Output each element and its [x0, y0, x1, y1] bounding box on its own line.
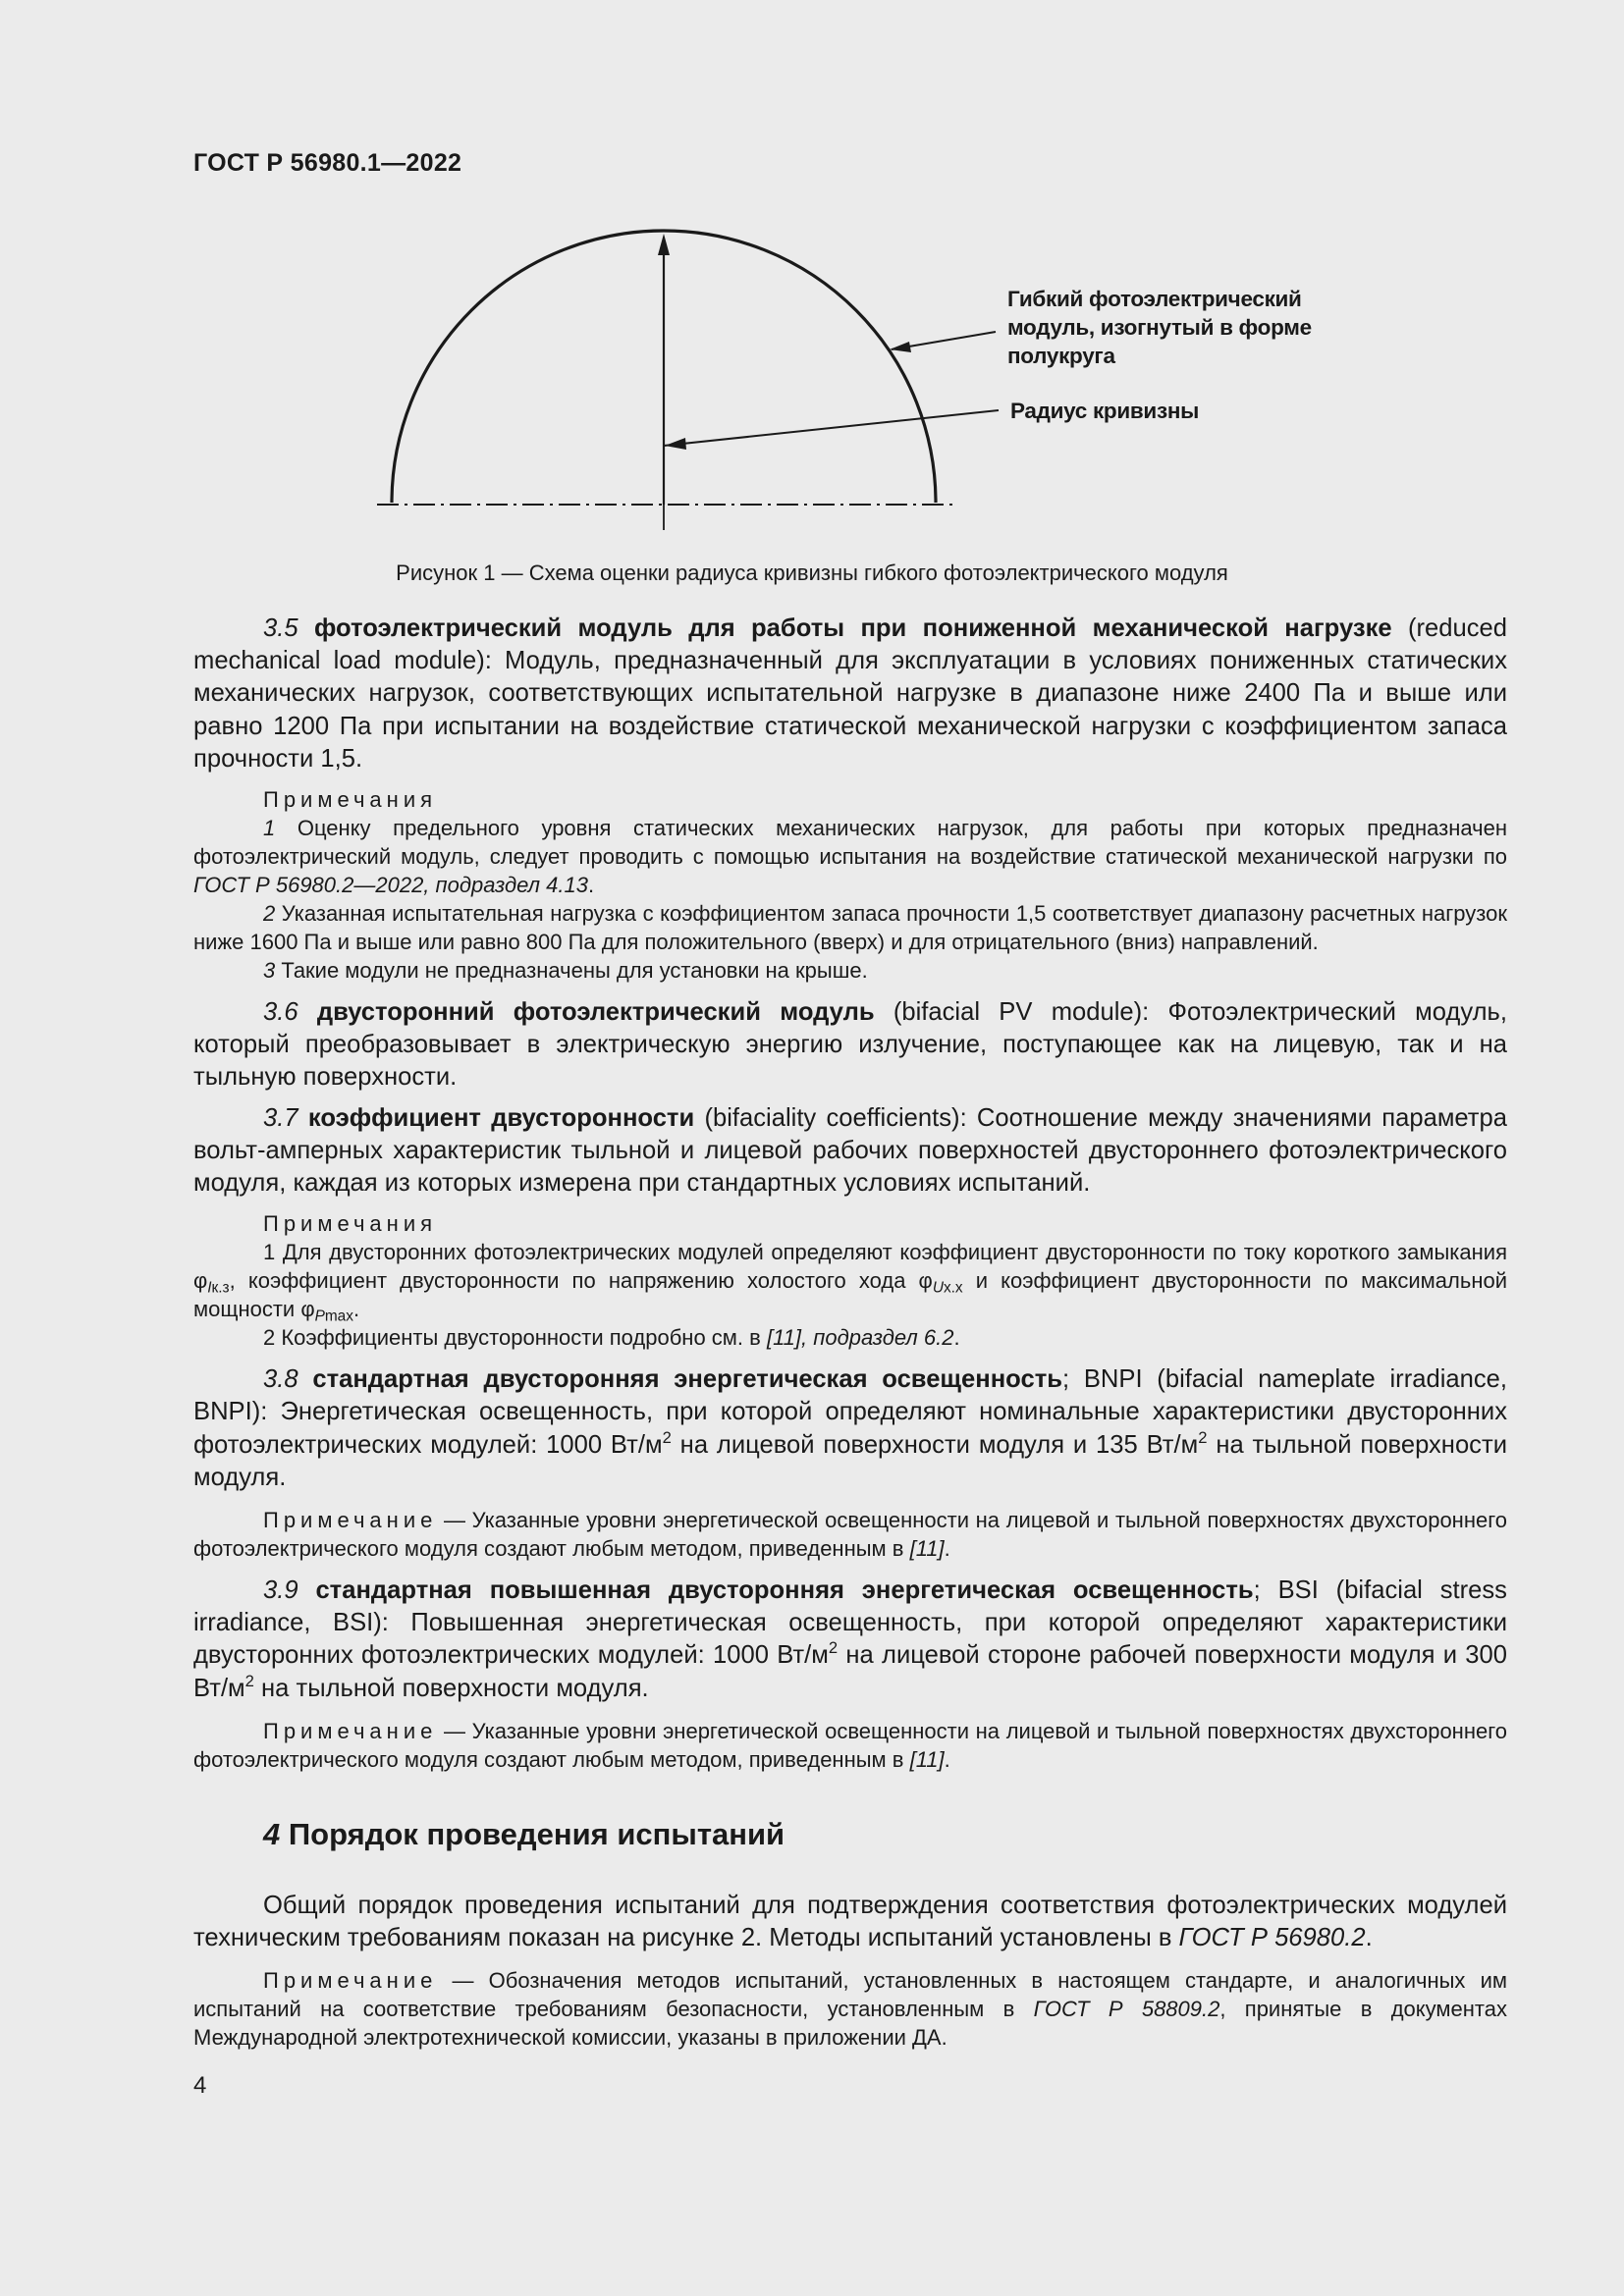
notes-heading-3-5: Примечания: [263, 787, 438, 813]
section-4-paragraph: Общий порядок проведения испытаний для подтверждения соответствия фотоэлектрических модулей техническим требованиям показан на рисунке 2. Методы испытаний установлены в ГОСТ Р 56980.2.: [193, 1891, 1507, 1952]
figure-1: [363, 216, 1345, 540]
label-curvature-radius: Радиус кривизны: [1010, 399, 1200, 423]
radius-arrowhead: [665, 438, 686, 450]
note-3-7-1: 1 Для двусторонних фотоэлектрических модулей определяют коэффициент двусторонности по току короткого замыкания $\varphi_{Iк.з}$, коэффициент двусторонности по напряжению холостого хода $\varphi_{Uх.х}$ и коэффициент двусторонности по максимальной мощности $\varphi_{Pmax}$.: [193, 1240, 1507, 1325]
note-3-7-2: 2 Коэффициенты двусторонности подробно см. в [11], подраздел 6.2.: [263, 1325, 960, 1351]
note-section-4: Примечание — Обозначения методов испытаний, установленных в настоящем стандарте, и аналогичных им испытаний на соответствие требованиям безопасности, установленным в ГОСТ Р 58809.2, принятые в документах Международной электротехнической комиссии, указаны в приложении ДА.: [193, 1968, 1507, 2051]
clause-3-9: 3.9 стандартная повышенная двусторонняя энергетическая освещенность; BSI (bifacial stress irradiance, BSI): Повышенная энергетическая освещенность, при которой определяют характеристики двусторонних фотоэлектрических модулей: 1000 $Вт/м^2$ на лицевой стороне рабочей поверхности модуля и 300 $Вт/м^2$ на тыльной поверхности модуля.: [193, 1576, 1507, 1702]
clause-3-8: 3.8 стандартная двусторонняя энергетическая освещенность; BNPI (bifacial nameplate irradiance, BNPI): Энергетическая освещенность, при которой определяют номинальные характеристики двусторонних фотоэлектрических модулей: 1000 $Вт/м^2$ на лицевой поверхности модуля и 135 $Вт/м^2$ на тыльной поверхности модуля.: [193, 1365, 1507, 1491]
clause-3-5: 3.5 фотоэлектрический модуль для работы при пониженной механической нагрузке (reduced mechanical load module): Модуль, предназначенный для эксплуатации в условиях пониженных статических механических нагрузок, соответствующих испытательной нагрузке в диапазоне ниже 2400 Па и выше или равно 1200 Па при испытании на воздействие статической механической нагрузки с коэффициентом запаса прочности 1,5.: [193, 614, 1508, 773]
notes-heading-3-7: Примечания: [263, 1211, 438, 1237]
note-3-9: Примечание — Указанные уровни энергетической освещенности на лицевой и тыльной поверхностях двухстороннего фотоэлектрического модуля создают любым методом, приведенным в [11].: [193, 1718, 1507, 1772]
note-3-5-1: 1 Оценку предельного уровня статических механических нагрузок, для работы при которых предназначен фотоэлектрический модуль, следует проводить с помощью испытания на воздействие статической механической нагрузки по ГОСТ Р 56980.2—2022, подраздел 4.13.: [193, 816, 1507, 898]
label-flexible-module: Гибкий фотоэлектрический модуль, изогнутый в форме полукруга: [1007, 287, 1312, 368]
page-number: 4: [193, 2072, 207, 2099]
curvature-diagram: [363, 216, 1345, 540]
section-4-heading: 4 Порядок проведения испытаний: [263, 1816, 785, 1851]
vertical-arrowhead: [658, 234, 670, 255]
note-3-5-3: 3 Такие модули не предназначены для установки на крыше.: [263, 958, 868, 984]
note-3-5-2: 2 Указанная испытательная нагрузка с коэффициентом запаса прочности 1,5 соответствует диапазону расчетных нагрузок ниже 1600 Па и выше или равно 800 Па для положительного (вверх) и для отрицательного (вниз) направлений.: [193, 901, 1507, 955]
figure-caption: Рисунок 1 — Схема оценки радиуса кривизны гибкого фотоэлектрического модуля: [396, 561, 1228, 585]
clause-3-7: 3.7 коэффициент двусторонности (bifaciality coefficients): Соотношение между значениями параметра вольт-амперных характеристик тыльной и лицевой рабочих поверхностей двустороннего фотоэлектрического модуля, каждая из которых измерена при стандартных условиях испытаний.: [193, 1103, 1507, 1198]
note-3-8: Примечание — Указанные уровни энергетической освещенности на лицевой и тыльной поверхностях двухстороннего фотоэлектрического модуля создают любым методом, приведенным в [11].: [193, 1508, 1507, 1562]
clause-3-6: 3.6 двусторонний фотоэлектрический модуль (bifacial PV module): Фотоэлектрический модуль, который преобразовывает в электрическую энергию излучение, поступающее как на лицевую, так и на тыльную поверхности.: [193, 998, 1507, 1092]
document-header: ГОСТ Р 56980.1—2022: [193, 149, 462, 177]
document-body: [193, 613, 1507, 2052]
radius-leader-line: [664, 410, 999, 446]
module-arrowhead: [890, 342, 911, 352]
